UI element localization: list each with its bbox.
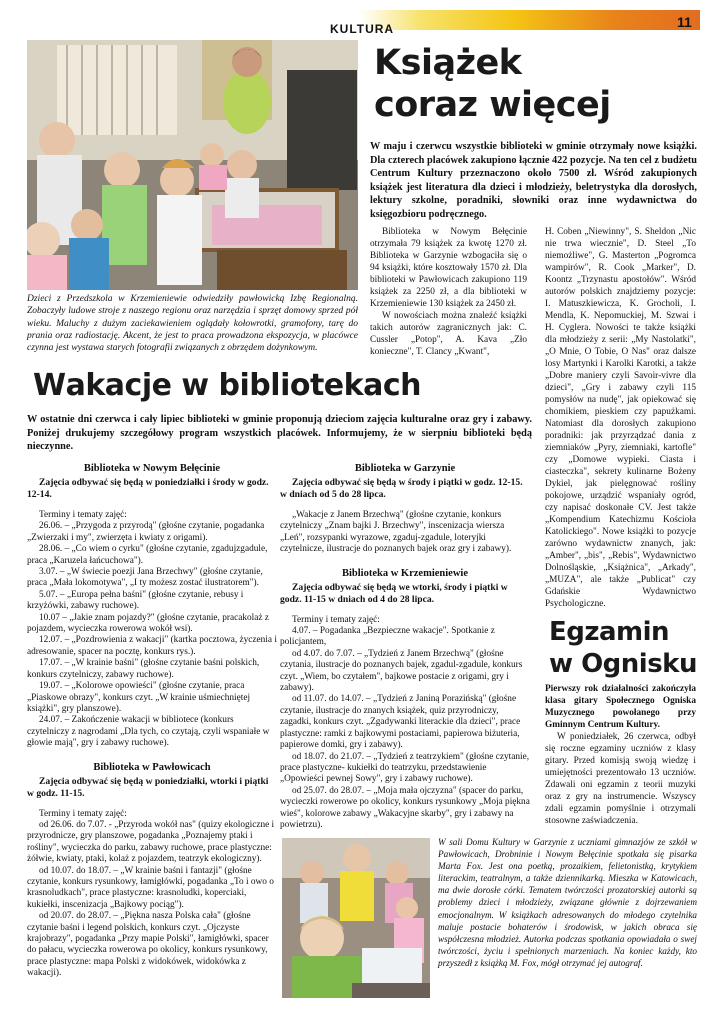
article2-title-initial: W [33, 366, 66, 406]
article1-title [374, 42, 611, 126]
topics-label: Terminy i tematy zajęć: [39, 510, 127, 520]
library-title-nowy-belecin: Biblioteka w Nowym Bełęcinie [83, 463, 221, 474]
photo1-caption: Dzieci z Przedszkola w Krzemieniewie odwiedziły pawłowicką Izbę Regionalną. Zobaczyły ludowe stroje z naszego regionu oraz narzędzia i sprzęt domowy sprzed pół wieku. Maluchy z dużym zaciekawieniem oglądały kołowrotki, gramofony, tarę do prania oraz radiostację. Akcent, że jest to praca prowadzona ekspozycja, w placówce czynna jest wystawa starych fotografii związanych z obrzędem dożynkowym. [27, 294, 358, 354]
schedule-entry: 26.06. – „Przygoda z przyrodą" (głośne czytanie, pogadanka „Zwierzaki i my", zwierzęta i kwiaty z origami). [27, 521, 265, 543]
schedule-entry: od 25.07. do 28.07. – „Moja mała ojczyzna" (spacer do parku, wycieczki rowerowe po okolicy, konkurs rysunkowy „Moja piękna wieś", kolorowe zabawy „Wakacyjne skarby", gry i zabawy na powietrzu). [280, 785, 530, 830]
schedule-entry: od 18.07. do 21.07. – „Tydzień z teatrzykiem" (głośne czytanie, prace plastyczne- kukiełki do teatrzyku, przedstawienie „Opowieści pewnej Sowy", gry i zabawy ruchowe). [280, 751, 530, 785]
schedule-entry: od 11.07. do 14.07. – „Tydzień z Janiną Porazińską" (głośne czytanie, ilustracje do znanych książek, quiz przyrodniczy, zagadki, konkurs czyt. „Zgadywanki literackie dla dzieci", prace plastyczne: ramki z bajkowymi postaciami, papierowa biżuteria, papierowe domki, gry i zabawy). [280, 694, 521, 751]
article1-lead: W maju i czerwcu wszystkie biblioteki w gminie otrzymały nowe książki. Dla czterech placówek zakupiono łącznie 422 pozycje. Na ten cel z budżetu Centrum Kultury przeznaczono około 7500 zł. Wśród zakupionych książek jest literatura dla dzieci i młodzieży, beletrystyka dla dorosłych, lektury szkolne, poradniki, słowniki oraz inne wydawnictwa do księgozbioru podręcznego. [370, 141, 697, 220]
library-title-garzyn: Biblioteka w Garzynie [354, 463, 456, 474]
schedule-entry: 5.07. – „Europa pełna baśni" (głośne czytanie, rebusy i krzyżówki, zabawy ruchowe). [27, 589, 244, 612]
article1-col1-para: W nowościach można znaleźć książki takich autorów zagranicznych jak: C. Cussler „Potop", A. Kava „Zło konieczne", T. Clancy „Kwant", [370, 311, 527, 357]
schedule-entry: 3.07. – „W świecie poezji Jana Brzechwy" (głośne czytanie, praca „Mała lokomotywa", „I ty możesz zostać ilustratorem"). [27, 567, 263, 589]
schedule-entry: od 20.07. do 28.07. – „Piękna nasza Polska cała" (głośne czytanie baśni i legend polskich, konkurs czyt. „Ojczyste krajobrazy", pogadanka „Przy mapie Polski", łamigłówki, spacer do pałacu, wycieczka rowerowa po okolicy, konkurs rysunkowy, prace plastyczne: mapa Polski z widokówek, widokówka z wakacji). [27, 911, 269, 979]
schedule-column-left [27, 461, 277, 980]
schedule-entry: „Wakacje z Janem Brzechwą" (głośne czytanie, konkurs czytelniczy „Znam bajki J. Brzechwy", inscenizacja wiersza „Leń", rozsypanki wyrazowe, zgaduj-zgadule, loteryjki czytelnicze, ilustracje do poznanych bajek oraz gry i zabawy). [280, 510, 512, 555]
schedule-entry: od 4.07. do 7.07. – „Tydzień z Janem Brzechwą" (głośne czytania, ilustracje do poznanych bajek, zgadul-zgadule, konkurs czyt. „Wiem, bo czytałem", bajkowe postacie z origami, gry i zabawy). [280, 648, 523, 694]
library-title-pawlowice: Biblioteka w Pawłowicach [93, 761, 211, 773]
topics-label: Terminy i tematy zajęć: [39, 808, 127, 819]
schedule-entry: od 26.06. do 7.07. - „Przyroda wokół nas" (quizy ekologiczne i przyrodnicze, gry planszowe, pogadanka „Poznajemy ptaki i rośliny", wycieczka do parku, zabawy ruchowe, prace plastyczne: żółwie, kwiaty, ptaki, kolaż z pojazdem, teatrzyk ekologiczny). [27, 819, 275, 865]
schedule-entry: 28.06. – „Co wiem o cyrku" (głośne czytanie, zgadujzgadule, praca „Karuzela łańcuchowa"). [27, 544, 268, 566]
schedule-entry: 4.07. – Pogadanka „Bezpieczne wakacje". Spotkanie z policjantem, [280, 626, 495, 648]
library-hours: Zajęcia odbywać się będą w poniedziałki, wtorki i piątki w godz. 11-15. [27, 775, 269, 799]
page-number: 11 [677, 14, 692, 30]
article1-col1-para: Biblioteka w Nowym Bełęcinie otrzymała 79 książek za kwotę 1270 zł. Biblioteka w Garzynie wzbogaciła się o 94 książki, które kosztowały 1570 zł. Dla biblioteki w Pawłowicach zakupiono 119 książek za 2250 zł, a dla biblioteki w Krzemieniewie 130 książek za 2450 zł. [370, 227, 527, 309]
children-museum-photo [27, 40, 358, 290]
article3-title-initial: E [549, 617, 567, 647]
library-title-krzemieniewo: Biblioteka w Krzemieniewie [342, 567, 468, 579]
schedule-entry: 17.07. – „W krainie baśni" (głośne czytanie baśni polskich, konkurs czytelniczy, zabawy ruchowe). [27, 658, 260, 680]
article1-col2 [545, 226, 696, 610]
section-label: KULTURA [330, 22, 395, 36]
header-color-stripe [360, 10, 700, 30]
article1-col1 [370, 226, 527, 358]
article1-title-line2: coraz więcej [374, 85, 611, 125]
author-meeting-photo [282, 838, 430, 998]
schedule-entry: 24.07. – Zakończenie wakacji w bibliotece (konkurs czytelniczy z nagrodami „Dla tych, co czytają, czyli wspaniałe w głowie mają", gry i zabawy ruchowe). [27, 715, 270, 749]
article2-title [33, 366, 421, 406]
article3-para: W poniedziałek, 26 czerwca, odbył się roczne egzaminy uczniów z klasy gitary. Przed komisją swoją wiedzę i umiejętności prezentowało 13 uczniów. Zdawali oni egzamin z teorii muzyki oraz z gry na instrumencie. Wszyscy zdali egzamin pomyślnie i otrzymali stosowne zaświadczenia. [545, 732, 696, 826]
schedule-entry: 10.07 – „Jakie znam pojazdy?" (głośne czytanie, pracakolaż z pojazdem, wycieczka rowerowa wokół wsi). [27, 612, 269, 635]
article3-lead: Pierwszy rok działalności zakończyła klasa gitary Społecznego Ogniska Muzycznego powołanego przy Gminnym Centrum Kultury. [545, 684, 696, 730]
library-hours: Zajęcia odbywać się będą w poniedziałki i środy w godz. 12-14. [27, 477, 269, 500]
schedule-entry: 19.07. – „Kolorowe opowieści" (głośne czytanie, praca „Piaskowe obrazy", konkurs czyt. „W krainie uśmiechniętej książki", gry planszowe). [27, 681, 251, 714]
article2-lead: W ostatnie dni czerwca i cały lipiec biblioteki w gminie proponują dzieciom zajęcia kulturalne oraz gry i zabawy. Poniżej drukujemy szczegółowy program wszystkich placówek. Informujemy, że w sierpniu biblioteki będą nieczynne. [27, 414, 532, 452]
schedule-column-middle [280, 461, 530, 831]
article1-col2-para: H. Coben „Niewinny", S. Sheldon „Nic nie trwa wiecznie", D. Steel „To niemożliwe", G. Masterton „Pogromca wampirów", R. Cook „Marker", D. Koontz „Trzynastu apostołów". Wśród autorów polskich znajdziemy pozycje: I. Matuszkiewicza, K. Grocholi, I. Mendla, K. Nepomuckiej, M. Szwai i H. Cyglera. Nowości te także książki dla młodzieży z serii: „My Nastolatki", „O Mnie, O Tobie, O Nas" oraz dalsze losy Martynki i Karolki Karotki, a także „Dobre maniery czyli Savoir-vivre dla dzieci", „Gry i zabawy czyli 115 pomysłów na nudę", jak opiekować się chomikiem, pieskiem czy papużkami. Natomiast dla dorosłych zakupiono poradniki: jak przyrządzać dania z ziemniaków „Pyry, ziemniaki, kartofle" czy „Domowe wypieki. Ciasta i ciasteczka", sekrety kulinarne Bożeny Dykiel, jak pielęgnować rośliny pokojowe, urządzić wspaniały ogród, czy napisać doskonałe CV. Jest także „Kompendium Katechizmu Kościoła Katolickiego". Nowe książki to pozycje zarówno wydawnictw znanych, jak: „Amber", „bis", „Rebis", Wydawnictwo Dolnośląskie, „Książnica", „Arkady", „MUZA", ale także „Publicat" czy Gdańskie Wydawnictwo Psychologiczne. [545, 227, 696, 609]
schedule-entry: 12.07. – „Pozdrowienia z wakacji" (kartka pocztowa, życzenia i adresowanie, spacer na pocztę, konkurs rys.). [27, 635, 277, 657]
article1-title-initial: K [374, 43, 401, 83]
article1-title-line1: siążek [400, 43, 522, 83]
library-hours: Zajęcia odbywać się będą we wtorki, środy i piątki w godz. 11-15 w dniach od 4 do 28 lipca. [280, 581, 508, 605]
schedule-entry: od 10.07. do 18.07. – „W krainie baśni i fantazji" (głośne czytanie, konkurs rysunkowy, łamigłówki, pogadanka „To i owo o krasnoludkach", prace plastyczne: krasnoludki, koperciaki, kukiełki, inscenizacja „Bajkowy pociąg"). [27, 865, 274, 910]
library-hours: Zajęcia odbywać się będą w środy i piątki w godz. 12-15. w dniach od 5 do 28 lipca. [280, 477, 523, 500]
article2-title-rest: akacje w bibliotekach [65, 368, 421, 403]
topics-label: Terminy i tematy zajęć: [292, 614, 380, 625]
article3-title [549, 616, 697, 680]
article3-title-line2: w Ognisku [549, 649, 697, 679]
article3-body [545, 683, 696, 827]
article3-title-line1: gzamin [566, 617, 670, 647]
photo2-caption: W sali Domu Kultury w Garzynie z uczniami gimnazjów ze szkół w Pawłowicach, Drobninie i Nowym Bełęcinie spotkała się pisarka Marta Fox. Jest ona poetką, prozaikiem, felietonistką, krytykiem literackim, teatralnym, a także dziennikarką. Mieszka w Katowicach, ma dwie dorosłe córki. Tematem twórczości prozatorskiej autorki są problemy dzieci i młodzieży, związane głównie z dojrzewaniem emocjonalnym. W książkach adresowanych do młodego czytelnika maluje postacie bohaterów i środowisk, w jakich obraca się współczesna młodzież. Autorka podczas spotkania opowiadała o swej twórczości, życiu i spełnionych marzeniach. Na koniec każdy, kto przyszedł z książką M. Fox, mógł otrzymać jej autograf. [438, 837, 697, 968]
